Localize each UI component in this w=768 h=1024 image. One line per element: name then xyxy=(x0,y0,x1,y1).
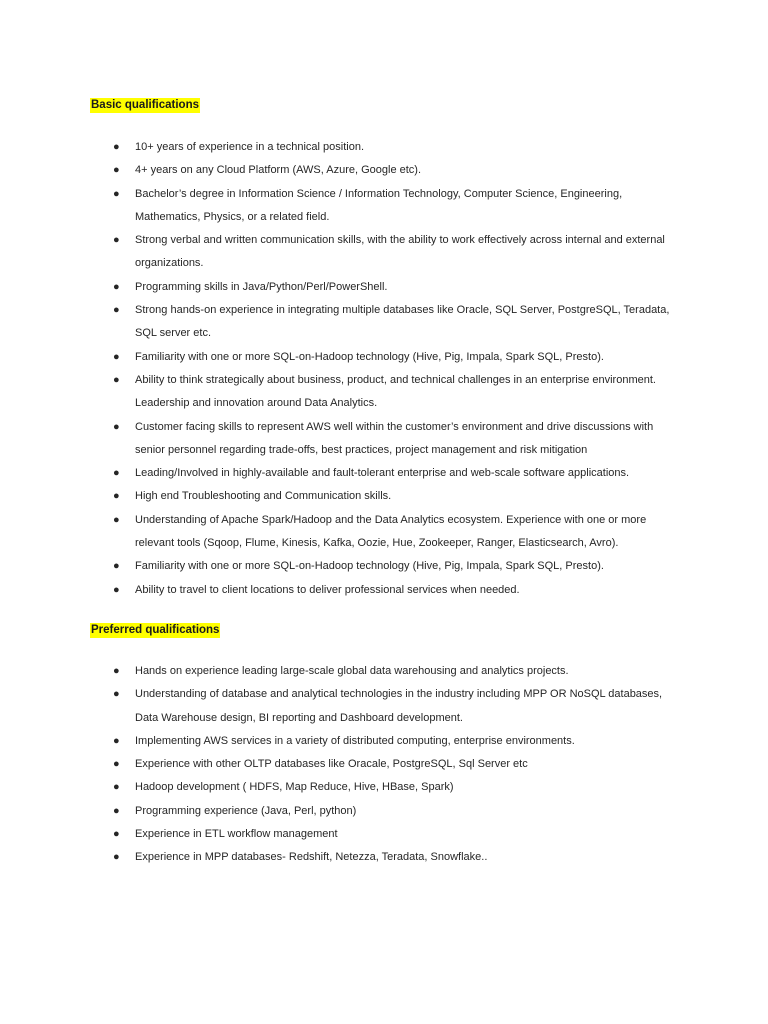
bullet-icon: ● xyxy=(113,350,120,363)
list-item xyxy=(0,183,680,230)
bullet-icon: ● xyxy=(113,828,120,841)
bullet-icon: ● xyxy=(113,304,120,317)
list-item xyxy=(0,485,680,508)
bullet-icon: ● xyxy=(113,164,120,177)
list-item xyxy=(0,369,680,416)
bullet-icon: ● xyxy=(113,234,120,247)
list-item-text: Programming experience (Java, Perl, python) xyxy=(135,804,357,817)
list-item-text: Hadoop development ( HDFS, Map Reduce, Hive, HBase, Spark) xyxy=(135,781,454,794)
list-item xyxy=(0,846,680,869)
bullet-icon: ● xyxy=(113,665,120,677)
list-item-text: Strong hands-on experience in integrating multiple databases like Oracle, SQL Server, PostgreSQL, Teradata, SQL server etc. xyxy=(135,304,670,340)
list-item-text: Strong verbal and written communication skills, with the ability to work effectively across internal and external organizations. xyxy=(135,234,665,270)
list-item xyxy=(0,136,680,159)
bullet-icon: ● xyxy=(113,688,120,701)
list-item-text: Understanding of database and analytical technologies in the industry including MPP OR NoSQL databases, Data Warehouse design, BI reporting and Dashboard development. xyxy=(135,688,663,724)
list-item-text: Experience in ETL workflow management xyxy=(135,828,338,841)
bullet-icon: ● xyxy=(113,513,120,526)
basic-qualifications-heading xyxy=(90,97,200,113)
bullet-icon: ● xyxy=(113,467,120,480)
list-item-text: Ability to think strategically about business, product, and technical challenges in an enterprise environment. Leadership and innovation around Data Analytics. xyxy=(135,373,656,410)
list-item-text: Experience with other OLTP databases like Oracale, PostgreSQL, Sql Server etc xyxy=(135,758,528,771)
list-item xyxy=(0,299,680,346)
list-item-text: Experience in MPP databases- Redshift, Netezza, Teradata, Snowflake.. xyxy=(135,851,488,864)
list-item-text: 10+ years of experience in a technical position. xyxy=(135,141,365,153)
list-item-text: Programming skills in Java/Python/Perl/PowerShell. xyxy=(135,280,388,293)
bullet-icon: ● xyxy=(113,560,120,573)
preferred-qualifications-list xyxy=(0,660,680,870)
list-item xyxy=(0,555,680,578)
bullet-icon: ● xyxy=(113,141,120,153)
bullet-icon: ● xyxy=(113,373,120,386)
list-item xyxy=(0,509,680,556)
bullet-icon: ● xyxy=(113,583,120,596)
bullet-icon: ● xyxy=(113,758,120,771)
list-item-text: Leading/Involved in highly-available and fault-tolerant enterprise and web-scale software applications. xyxy=(135,467,630,480)
list-item xyxy=(0,683,680,730)
list-item xyxy=(0,276,680,299)
list-item xyxy=(0,776,680,799)
list-item xyxy=(0,462,680,485)
bullet-icon: ● xyxy=(113,734,120,747)
bullet-icon: ● xyxy=(113,490,120,503)
list-item-text: Implementing AWS services in a variety of distributed computing, enterprise environments. xyxy=(135,734,575,747)
list-item-text: Understanding of Apache Spark/Hadoop and the Data Analytics ecosystem. Experience with one or more relevant tools (Sqoop, Flume, Kinesis, Kafka, Oozie, Hue, Zookeeper, Ranger, Elasticsearch, Avro). xyxy=(135,513,647,550)
basic-qualifications-list xyxy=(0,136,680,602)
list-item-text: Ability to travel to client locations to deliver professional services when needed. xyxy=(135,583,520,596)
bullet-icon: ● xyxy=(113,280,120,293)
bullet-icon: ● xyxy=(113,420,120,433)
list-item-text: Familiarity with one or more SQL-on-Hadoop technology (Hive, Pig, Impala, Spark SQL, Presto). xyxy=(135,560,604,573)
list-item-text: Bachelor’s degree in Information Science / Information Technology, Computer Science, Engineering, Mathematics, Physics, or a related field. xyxy=(135,187,623,223)
list-item xyxy=(0,579,680,602)
list-item xyxy=(0,159,680,182)
list-item-text: High end Troubleshooting and Communication skills. xyxy=(135,490,392,503)
list-item xyxy=(0,346,680,369)
list-item-text: Hands on experience leading large-scale global data warehousing and analytics projects. xyxy=(135,665,569,677)
preferred-qualifications-heading xyxy=(90,622,220,638)
preferred-heading-highlight: Preferred qualifications xyxy=(91,624,220,636)
bullet-icon: ● xyxy=(113,781,120,794)
list-item xyxy=(0,730,680,753)
bullet-icon: ● xyxy=(113,187,120,200)
list-item xyxy=(0,416,680,463)
list-item xyxy=(0,800,680,823)
bullet-icon: ● xyxy=(113,851,120,864)
list-item xyxy=(0,823,680,846)
list-item xyxy=(0,753,680,776)
list-item-text: 4+ years on any Cloud Platform (AWS, Azure, Google etc). xyxy=(135,164,422,177)
list-item xyxy=(0,229,680,276)
list-item-text: Familiarity with one or more SQL-on-Hadoop technology (Hive, Pig, Impala, Spark SQL, Presto). xyxy=(135,350,604,363)
basic-heading-highlight: Basic qualifications xyxy=(91,99,200,111)
list-item xyxy=(0,660,680,683)
list-item-text: Customer facing skills to represent AWS well within the customer’s environment and drive discussions with senior personnel regarding trade-offs, best practices, project management and risk mitigation xyxy=(135,420,654,456)
bullet-icon: ● xyxy=(113,804,120,817)
